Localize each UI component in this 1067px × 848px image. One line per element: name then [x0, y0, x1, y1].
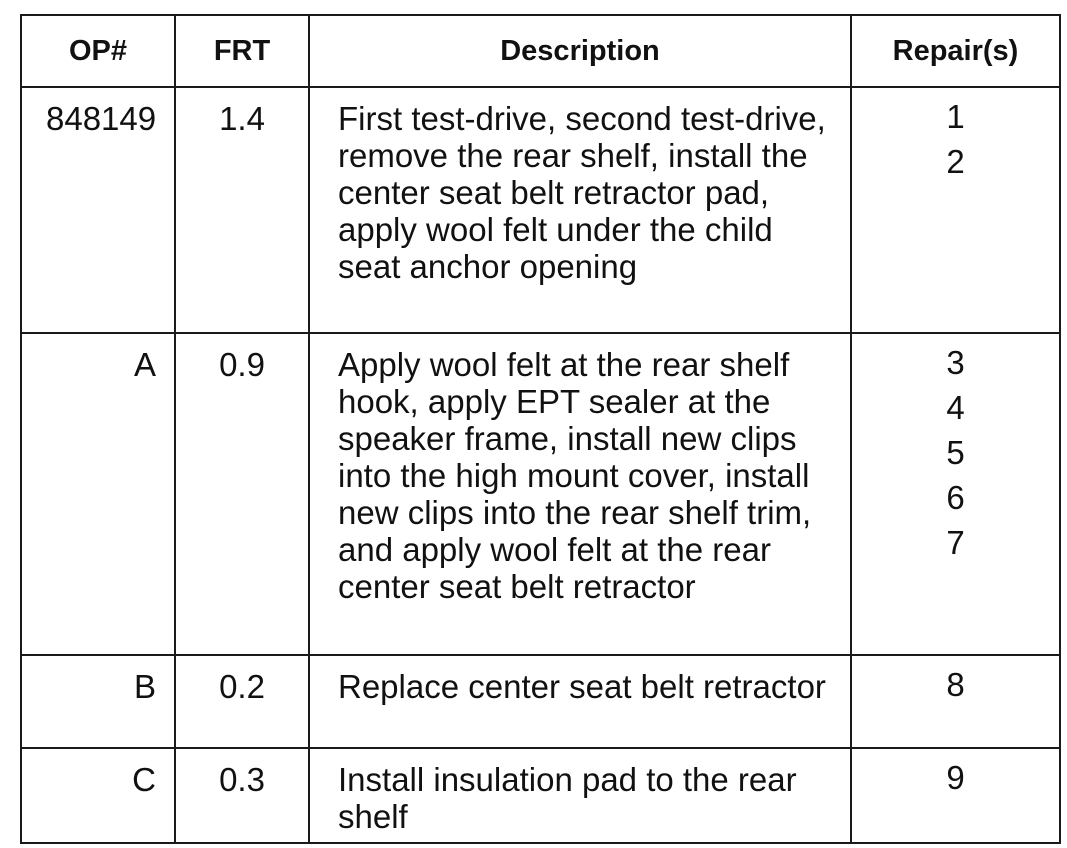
repair-number: 8 — [946, 666, 965, 703]
repair-number: 5 — [946, 434, 965, 471]
frt-cell: 0.3 — [175, 748, 309, 843]
labor-operations-table — [20, 14, 1061, 844]
op-number-cell: C — [21, 748, 175, 843]
table-row — [21, 333, 1060, 655]
repair-number: 2 — [946, 143, 965, 180]
table-header-row — [21, 15, 1060, 87]
op-number-cell: A — [21, 333, 175, 655]
repair-number: 3 — [946, 344, 965, 381]
description-cell: Replace center seat belt retractor — [309, 655, 851, 748]
repairs-cell — [851, 87, 1060, 333]
description-cell: First test-drive, second test-drive, remove the rear shelf, install the center seat belt retractor pad, apply wool felt under the child seat anchor opening — [309, 87, 851, 333]
repairs-cell — [851, 333, 1060, 655]
repair-number: 1 — [946, 98, 965, 135]
description-cell: Install insulation pad to the rear shelf — [309, 748, 851, 843]
repair-number: 4 — [946, 389, 965, 426]
header-frt: FRT — [175, 15, 309, 87]
repair-number: 9 — [946, 759, 965, 796]
table-row — [21, 655, 1060, 748]
frt-cell: 0.2 — [175, 655, 309, 748]
header-op-number: OP# — [21, 15, 175, 87]
op-number-cell: B — [21, 655, 175, 748]
op-number-cell: 848149 — [21, 87, 175, 333]
header-description: Description — [309, 15, 851, 87]
frt-cell: 0.9 — [175, 333, 309, 655]
frt-cell: 1.4 — [175, 87, 309, 333]
table-row — [21, 748, 1060, 843]
header-repairs: Repair(s) — [851, 15, 1060, 87]
repair-number: 7 — [946, 524, 965, 561]
repair-number: 6 — [946, 479, 965, 516]
table-row — [21, 87, 1060, 333]
description-cell: Apply wool felt at the rear shelf hook, apply EPT sealer at the speaker frame, install new clips into the high mount cover, install new clips into the rear shelf trim, and apply wool felt at the rear center seat belt retractor — [309, 333, 851, 655]
repairs-cell — [851, 655, 1060, 748]
labor-operations-table-container — [20, 14, 1059, 842]
repairs-cell — [851, 748, 1060, 843]
